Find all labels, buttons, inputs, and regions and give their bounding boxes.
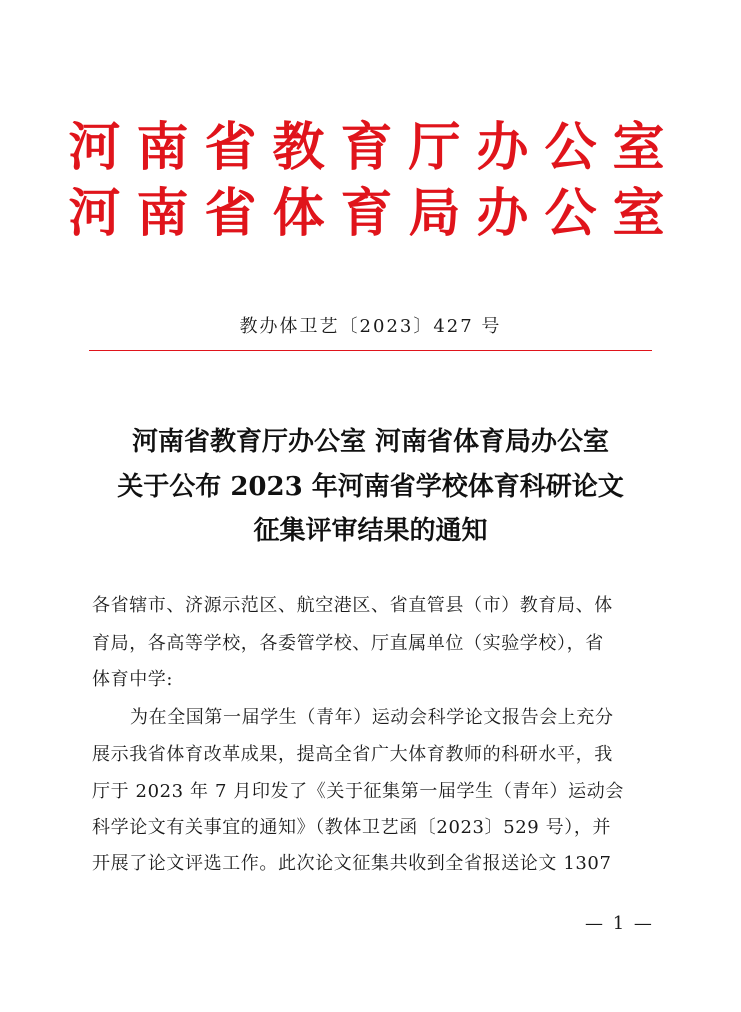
document-title-line-3: 征集评审结果的通知 bbox=[253, 516, 488, 546]
document-title-line-2: 关于公布 2023 年河南省学校体育科研论文 bbox=[117, 472, 624, 502]
issuer-header-line-2: 河南省体育局办公室 bbox=[68, 183, 681, 244]
issuer-header-line-1: 河南省教育厅办公室 bbox=[68, 117, 681, 178]
body-paragraph-line-3: 厅于 2023 年 7 月印发了《关于征集第一届学生（青年）运动会 bbox=[92, 781, 624, 802]
page-number: — 1 — bbox=[585, 913, 654, 934]
document-title-line-1: 河南省教育厅办公室 河南省体育局办公室 bbox=[131, 427, 610, 457]
body-paragraph-line-4: 科学论文有关事宜的通知》（教体卫艺函〔2023〕529 号），并 bbox=[92, 817, 612, 838]
document-number: 教办体卫艺〔2023〕427 号 bbox=[239, 316, 502, 337]
recipients-line-1: 各省辖市、济源示范区、航空港区、省直管县（市）教育局、体 bbox=[92, 595, 613, 616]
body-paragraph-line-5: 开展了论文评选工作。此次论文征集共收到全省报送论文 1307 bbox=[92, 853, 612, 874]
body-paragraph-line-2: 展示我省体育改革成果，提高全省广大体育教师的科研水平，我 bbox=[92, 744, 613, 765]
recipients-line-2: 育局，各高等学校，各委管学校、厅直属单位（实验学校），省 bbox=[92, 633, 604, 654]
red-divider bbox=[89, 350, 652, 351]
recipients-line-3: 体育中学: bbox=[92, 669, 174, 690]
body-paragraph-line-1: 为在全国第一届学生（青年）运动会科学论文报告会上充分 bbox=[130, 707, 614, 728]
